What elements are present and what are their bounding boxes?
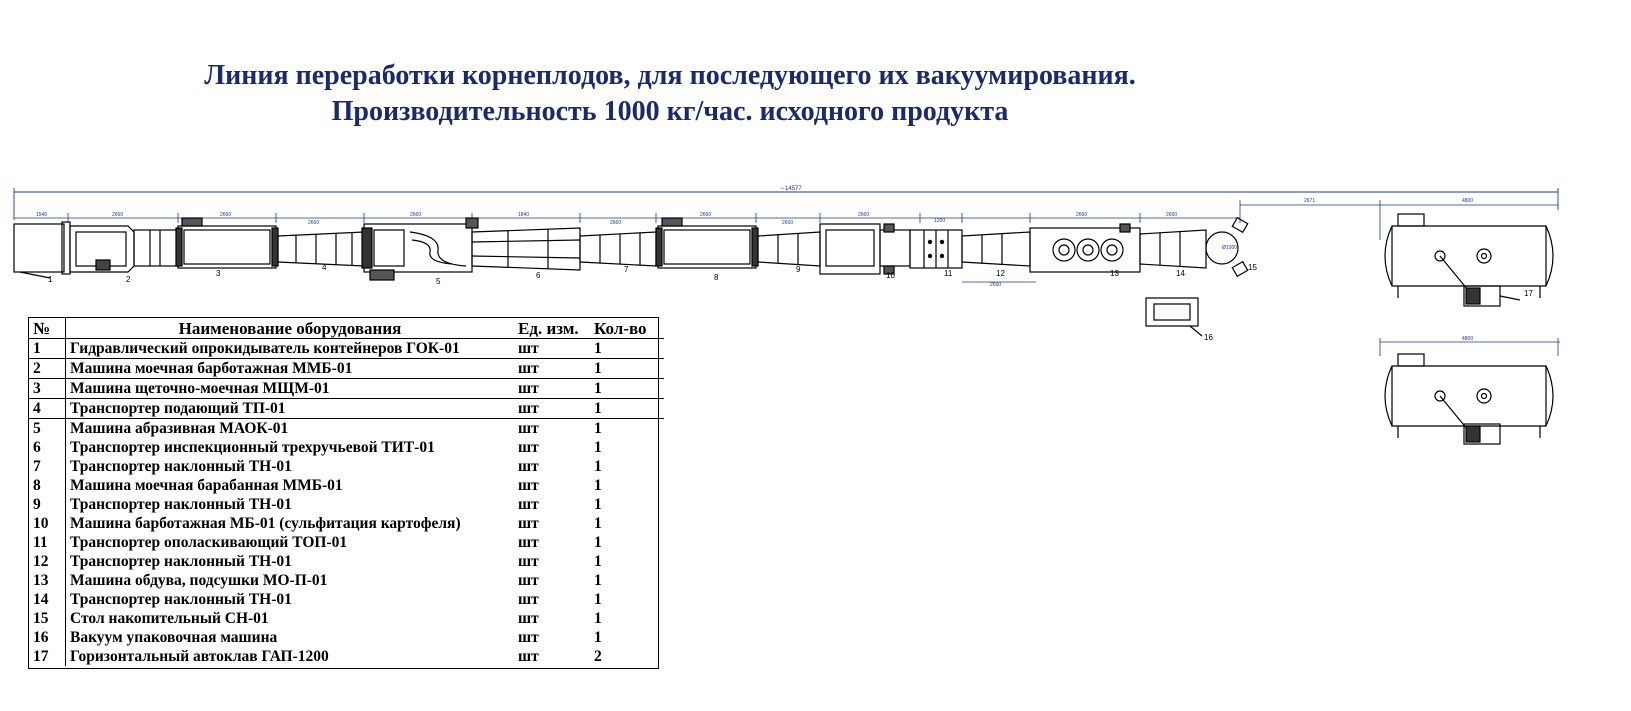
- cell-name: Машина щеточно-моечная МЩМ-01: [70, 380, 330, 397]
- cell-qty: 1: [594, 458, 602, 475]
- table-row: [29, 628, 664, 647]
- dim-5: 2660: [410, 212, 422, 218]
- cell-name: Машина моечная барабанная ММБ-01: [70, 477, 343, 494]
- dim-gap: 2671: [1304, 198, 1316, 204]
- cell-name: Машина обдува, подсушки МО-П-01: [70, 572, 328, 589]
- dim-diameter: Ø1000: [1222, 245, 1238, 251]
- equipment-13-drying-machine: [1030, 224, 1140, 272]
- equipment-17-autoclave-2: [1370, 336, 1570, 456]
- cell-name: Машина барботажная МБ-01 (сульфитация картофеля): [70, 515, 461, 532]
- callout-10: 10: [886, 271, 895, 280]
- cell-num: 16: [29, 628, 66, 647]
- equipment-spec-table: [29, 318, 664, 666]
- dim-14: 2660: [1166, 212, 1178, 218]
- cell-qty: 1: [594, 496, 602, 513]
- callout-5: 5: [436, 277, 441, 286]
- dim-12: 2660: [990, 282, 1002, 288]
- cell-unit: шт: [518, 515, 539, 532]
- cell-unit: шт: [518, 380, 539, 397]
- dim-9: 2660: [782, 220, 794, 226]
- cell-num: 4: [29, 399, 66, 419]
- dim-7: 2660: [610, 220, 622, 226]
- header-qty: Кол-во: [594, 318, 647, 338]
- equipment-5-abrasive: [362, 218, 478, 280]
- callout-7: 7: [624, 265, 629, 274]
- table-header-row: [29, 318, 664, 339]
- table-row: [29, 419, 664, 439]
- table-row: [29, 476, 664, 495]
- cell-num: 8: [29, 476, 66, 495]
- dim-10: 2660: [858, 212, 870, 218]
- table-row: [29, 399, 664, 419]
- cell-num: 6: [29, 438, 66, 457]
- page-title: [0, 58, 1340, 130]
- cell-name: Транспортер наклонный ТН-01: [70, 496, 292, 513]
- cell-name: Машина моечная барботажная ММБ-01: [70, 360, 353, 377]
- cell-num: 1: [29, 339, 66, 359]
- callout-4: 4: [322, 263, 327, 272]
- cell-name: Гидравлический опрокидыватель контейнеров ГОК-01: [70, 340, 460, 357]
- equipment-6-inspection-conveyor: [472, 228, 580, 270]
- cell-name: Транспортер ополаскивающий ТОП-01: [70, 534, 348, 551]
- dim-2: 2660: [112, 212, 124, 218]
- cell-unit: шт: [518, 400, 539, 417]
- dim-6: 1840: [518, 212, 530, 218]
- cell-qty: 1: [594, 534, 602, 551]
- equipment-1-tipper: [14, 222, 70, 278]
- equipment-16-vacuum-packer: [1146, 298, 1202, 336]
- cell-qty: 1: [594, 572, 602, 589]
- title-line-2: Производительность 1000 кг/час. исходного продукта: [331, 96, 1009, 127]
- callout-15: 15: [1248, 263, 1257, 272]
- cell-name: Горизонтальный автоклав ГАП-1200: [70, 648, 329, 665]
- dim-overall: ∼14577: [780, 186, 802, 192]
- cell-num: 5: [29, 419, 66, 439]
- cell-qty: 1: [594, 380, 602, 397]
- table-row: [29, 438, 664, 457]
- cell-unit: шт: [518, 420, 539, 437]
- table-row: [29, 514, 664, 533]
- cell-num: 11: [29, 533, 66, 552]
- cell-name: Транспортер наклонный ТН-01: [70, 591, 292, 608]
- dim-autoclave-1: 4800: [1462, 198, 1474, 204]
- cell-name: Стол накопительный СН-01: [70, 610, 269, 627]
- cell-name: Транспортер наклонный ТН-01: [70, 458, 292, 475]
- cell-qty: 1: [594, 553, 602, 570]
- cell-qty: 1: [594, 610, 602, 627]
- cell-unit: шт: [518, 477, 539, 494]
- cell-unit: шт: [518, 340, 539, 357]
- cell-num: 14: [29, 590, 66, 609]
- cell-qty: 1: [594, 360, 602, 377]
- callout-11: 11: [944, 269, 953, 278]
- dim-autoclave-2: 4800: [1462, 336, 1474, 342]
- cell-num: 15: [29, 609, 66, 628]
- cell-name: Транспортер инспекционный трехручьевой ТИТ-01: [70, 439, 435, 456]
- cell-unit: шт: [518, 439, 539, 456]
- header-num: №: [29, 318, 66, 339]
- callout-8: 8: [714, 273, 719, 282]
- cell-qty: 1: [594, 340, 602, 357]
- overall-dimension: [14, 188, 1558, 220]
- table-row: [29, 457, 664, 476]
- table-row: [29, 590, 664, 609]
- equipment-9-inclined-conveyor: [758, 232, 820, 266]
- cell-num: 12: [29, 552, 66, 571]
- cell-unit: шт: [518, 458, 539, 475]
- cell-qty: 1: [594, 400, 602, 417]
- dim-4: 2660: [308, 220, 320, 226]
- callout-14: 14: [1176, 269, 1185, 278]
- dim-8: 2660: [700, 212, 712, 218]
- equipment-8-drum-washer: [656, 218, 758, 268]
- equipment-4-feed-conveyor: [278, 232, 364, 266]
- cell-name: Транспортер наклонный ТН-01: [70, 553, 292, 570]
- callout-16: 16: [1204, 333, 1213, 342]
- table-row: [29, 552, 664, 571]
- cell-name: Вакуум упаковочная машина: [70, 629, 278, 646]
- dim-13: 2660: [1076, 212, 1088, 218]
- cell-num: 3: [29, 379, 66, 399]
- cell-unit: шт: [518, 496, 539, 513]
- callout-9: 9: [796, 265, 801, 274]
- callout-3: 3: [216, 269, 221, 278]
- callout-13: 13: [1110, 269, 1119, 278]
- cell-num: 13: [29, 571, 66, 590]
- equipment-7-inclined-conveyor: [580, 232, 656, 266]
- dim-1: 1540: [36, 212, 48, 218]
- cell-unit: шт: [518, 360, 539, 377]
- equipment-10-bubble-machine: [820, 224, 910, 274]
- cell-unit: шт: [518, 610, 539, 627]
- cell-num: 9: [29, 495, 66, 514]
- table-row: [29, 609, 664, 628]
- table-row: [29, 495, 664, 514]
- header-unit: Ед. изм.: [518, 318, 579, 338]
- cell-unit: шт: [518, 629, 539, 646]
- table-row: [29, 359, 664, 379]
- table-row: [29, 533, 664, 552]
- cell-qty: 1: [594, 439, 602, 456]
- cell-num: 2: [29, 359, 66, 379]
- equipment-11-rinse-conveyor: [910, 230, 962, 268]
- cell-qty: 1: [594, 591, 602, 608]
- cell-unit: шт: [518, 591, 539, 608]
- table-row: [29, 647, 664, 666]
- equipment-2-washer: [70, 226, 178, 272]
- cell-name: Транспортер подающий ТП-01: [70, 400, 286, 417]
- cell-unit: шт: [518, 553, 539, 570]
- cell-unit: шт: [518, 534, 539, 551]
- cell-unit: шт: [518, 572, 539, 589]
- equipment-3-brush-washer: [176, 218, 278, 268]
- callout-12: 12: [996, 269, 1005, 278]
- callout-17: 17: [1524, 289, 1533, 298]
- callout-6: 6: [536, 271, 541, 280]
- table-row: [29, 379, 664, 399]
- table-row: [29, 339, 664, 359]
- table-row: [29, 571, 664, 590]
- cell-qty: 1: [594, 515, 602, 532]
- cell-num: 10: [29, 514, 66, 533]
- cell-unit: шт: [518, 648, 539, 665]
- dim-11: 1200: [934, 218, 946, 224]
- cell-qty: 1: [594, 420, 602, 437]
- cell-qty: 1: [594, 477, 602, 494]
- cell-num: 7: [29, 457, 66, 476]
- header-name: Наименование оборудования: [178, 318, 402, 338]
- cell-qty: 1: [594, 629, 602, 646]
- title-line-1: Линия переработки корнеплодов, для последующего их вакуумирования.: [204, 60, 1136, 91]
- cell-qty: 2: [594, 648, 602, 665]
- callout-1: 1: [48, 275, 53, 284]
- equipment-14-inclined-conveyor: [1140, 230, 1206, 268]
- dim-3: 2660: [220, 212, 232, 218]
- cell-name: Машина абразивная МАОК-01: [70, 420, 289, 437]
- cell-num: 17: [29, 647, 66, 666]
- callout-2: 2: [126, 275, 131, 284]
